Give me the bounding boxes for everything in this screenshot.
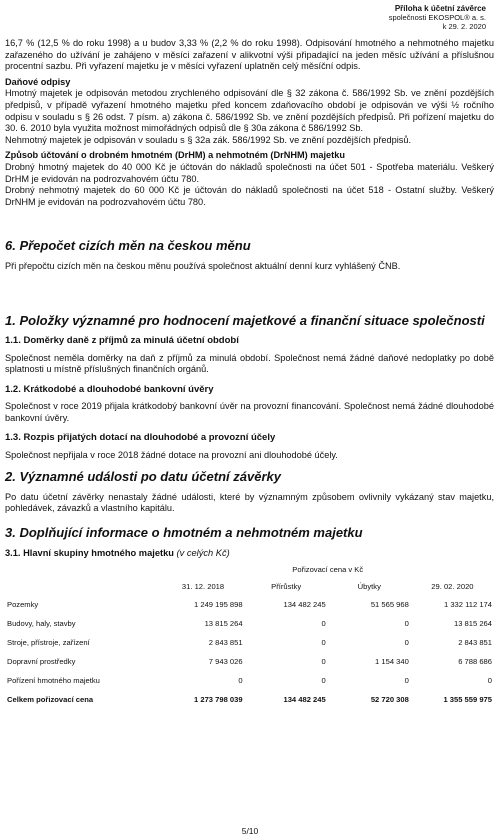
table-group-header-row: [5, 561, 494, 578]
page-header: [389, 4, 486, 31]
table-row: [5, 652, 494, 671]
header-date: k 29. 2. 2020: [442, 22, 486, 31]
section-prepocet-heading: 6. Přepočet cizích měn na českou měnu: [5, 238, 251, 254]
drobny-majetek-text: Drobný hmotný majetek do 40 000 Kč je účtován do nákladů společnosti na účet 501 - Spotřeba materiálu. Veškerý DrHM je evidován na podrozvahovém účtu 780.: [5, 161, 494, 184]
table-cell: 52 720 308: [370, 695, 409, 705]
row-label: Stroje, přístroje, zařízení: [7, 638, 90, 648]
section-1-2-text: Společnost v roce 2019 přijala krátkodobý bankovní úvěr na provozní financování. Společnost nemá žádné dlouhodobé bankovní úvěry.: [5, 401, 494, 423]
column-header: Přírůstky: [271, 582, 302, 592]
table-row: [5, 671, 494, 690]
drobny-majetek-heading: Způsob účtování o drobném hmotném (DrHM) a nehmotném (DrNHM) majetku: [5, 150, 345, 161]
section-1-2-heading: 1.2. Krátkodobé a dlouhodobé bankovní úvěry: [5, 383, 214, 395]
table-cell: 0: [404, 619, 409, 629]
section-3-1-heading: [5, 548, 494, 560]
table-row: [5, 633, 494, 652]
table-group-header: Pořizovací cena v Kč: [292, 565, 364, 575]
header-title: Příloha k účetní závěrce: [394, 4, 486, 13]
table-cell: 0: [321, 619, 326, 629]
table-total-row: [5, 690, 494, 709]
section-prepocet-text: Při přepočtu cizích měn na českou měnu používá společnost aktuální denní kurz vyhlášený ČNB.: [5, 261, 401, 272]
drobny-majetek-text-2: Drobný nehmotný majetek do 60 000 Kč je účtován do nákladů společnosti na účet 518 - Ostatní služby. Veškerý DrNHM je evidován na podrozvahovém účtu 780.: [5, 185, 494, 207]
table-cell: 0: [487, 676, 492, 686]
column-header: Úbytky: [357, 582, 381, 592]
table-row: [5, 614, 494, 633]
table-cell: 6 788 686: [458, 657, 492, 667]
table-cell: 0: [321, 657, 326, 667]
table-row: [5, 595, 494, 614]
section-1-3-heading: 1.3. Rozpis přijatých dotací na dlouhodobé a provozní účely: [5, 432, 276, 444]
fixed-assets-table: [5, 561, 494, 709]
row-label: Budovy, haly, stavby: [7, 619, 76, 629]
table-cell: 1 273 798 039: [194, 695, 243, 705]
table-cell: 13 815 264: [453, 619, 492, 629]
page-number: 5/10: [241, 826, 259, 836]
table-cell: 2 843 851: [458, 638, 492, 648]
table-cell: 134 482 245: [283, 600, 326, 610]
section-1-3-text: Společnost nepřijala v roce 2018 žádné dotace na provozní ani dlouhodobé účely.: [5, 450, 338, 461]
danove-odpisy-text-2: Nehmotný majetek je odpisován v souladu s § 32a zák. 586/1992 Sb. ve znění pozdějších předpisů.: [5, 134, 412, 145]
danove-odpisy-heading: Daňové odpisy: [5, 76, 71, 87]
section-2-text: Po datu účetní závěrky nenastaly žádné události, které by významným způsobem ovlivnily vykázaný stav majetku, pohledávek, závazků a vlastního kapitálu.: [5, 491, 494, 514]
table-cell: 1 332 112 174: [444, 600, 492, 610]
intro-paragraph: 16,7 % (12,5 % do roku 1998) a u budov 3,33 % (2,2 % do roku 1998). Odpisování hmotného a nehmotného majetku zařazeného do užívání je zahájeno v měsíci zařazení v alikvotní výši připadající na jeden měsíc užívání a příslušnou procentní sazbu. Při vyřazení majetku je v měsíci vyřazení uplatněn celý měsíční odpis.: [5, 38, 494, 72]
table-cell: 1 355 559 975: [443, 695, 492, 705]
section-1-heading: 1. Položky významné pro hodnocení majetkové a finanční situace společnosti: [5, 312, 485, 328]
section-3-1-unit: (v celých Kč): [176, 547, 230, 558]
table-cell: 13 815 264: [204, 619, 243, 629]
table-cell: 0: [321, 676, 326, 686]
section-1-1-heading: 1.1. Doměrky daně z příjmů za minulá účetní období: [5, 334, 239, 346]
table-header-row: [5, 578, 494, 595]
row-label: Dopravní prostředky: [7, 657, 76, 667]
table-cell: 1 154 340: [375, 657, 409, 667]
table-cell: 1 249 195 898: [194, 600, 243, 610]
section-1-1-text: Společnost neměla doměrky na daň z příjmů za minulá období. Společnost nemá žádné daňové nedoplatky po době splatnosti u místně příslušných finančních orgánů.: [5, 352, 494, 375]
danove-odpisy-text: Hmotný majetek je odpisován metodou zrychleného odpisování dle § 32 zákona č. 586/1992 Sb. ve znění pozdějších předpisů, v případě vyřazení hmotného majetku před koncem zdaňovacího období je odpisován ve výši ½ ročního odpisu v souladu s § 26 odst. 7 písm. a) zákona č. 586/1992 Sb. ve znění pozdějších předpisů. Při pořízení majetku do 30. 6. 2010 byla využita možnost mimořádných odpisů dle § 30a zákona č 586/1992 Sb.: [5, 88, 494, 134]
header-company: společnosti EKOSPOL® a. s.: [388, 13, 486, 22]
row-label: Pozemky: [7, 600, 39, 610]
table-cell: 134 482 245: [283, 695, 326, 705]
column-header: 29. 02. 2020: [431, 582, 474, 592]
column-header: 31. 12. 2018: [181, 582, 225, 592]
row-label: Pořízení hmotného majetku: [7, 676, 100, 686]
row-label: Celkem pořizovací cena: [7, 695, 94, 705]
section-3-1-title: 3.1. Hlavní skupiny hmotného majetku: [5, 547, 174, 558]
table-cell: 7 943 026: [208, 657, 243, 667]
table-cell: 0: [238, 676, 243, 686]
table-cell: 0: [321, 638, 326, 648]
section-2-heading: 2. Významné události po datu účetní závěrky: [5, 468, 281, 484]
table-cell: 51 565 968: [370, 600, 409, 610]
document-body: [5, 38, 494, 709]
table-cell: 2 843 851: [208, 638, 243, 648]
section-3-heading: 3. Doplňující informace o hmotném a nehmotném majetku: [5, 524, 363, 540]
table-cell: 0: [404, 676, 409, 686]
table-cell: 0: [404, 638, 409, 648]
